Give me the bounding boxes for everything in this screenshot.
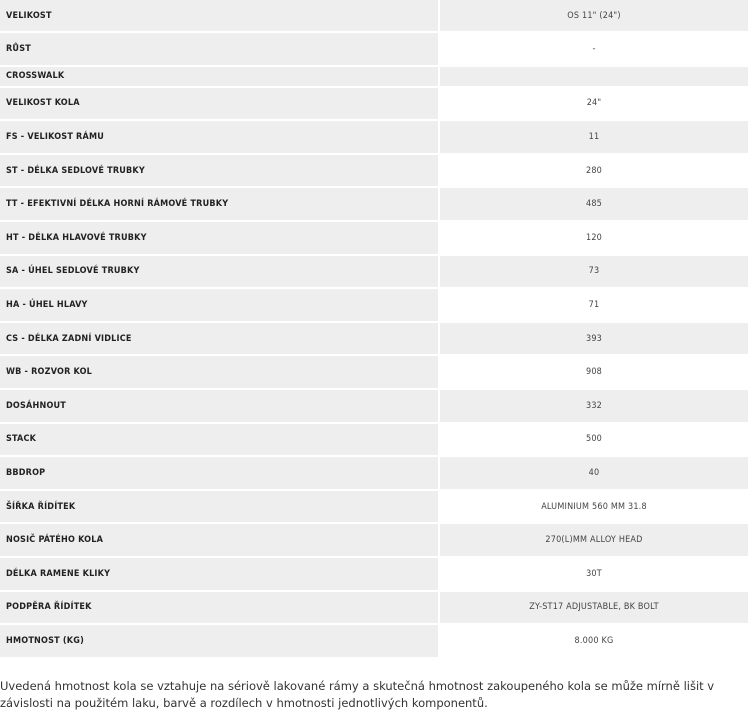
- row-label: FS - VELIKOST RÁMU: [0, 121, 440, 153]
- row-label: SA - ÚHEL SEDLOVÉ TRUBKY: [0, 256, 440, 288]
- row-label: VELIKOST KOLA: [0, 88, 440, 120]
- table-row: [0, 155, 748, 187]
- weight-disclaimer: Uvedená hmotnost kola se vztahuje na sériově lakované rámy a skutečná hmotnost zakoupeného kola se může mírně lišit v závislosti na použitém laku, barvě a rozdílech v hmotnosti jednotlivých komponentů.: [0, 678, 715, 710]
- table-row: [0, 524, 748, 556]
- row-value: -: [440, 33, 748, 65]
- table-row: [0, 222, 748, 254]
- row-label: WB - ROZVOR KOL: [0, 356, 440, 388]
- table-row: [0, 356, 748, 388]
- row-value: 270(L)MM ALLOY HEAD: [440, 524, 748, 556]
- header-size: OS 11" (24"): [440, 0, 748, 31]
- row-label: CROSSWALK: [0, 67, 440, 86]
- row-value: 30T: [440, 558, 748, 590]
- row-value: [440, 67, 748, 86]
- table-row: [0, 88, 748, 120]
- row-label: TT - EFEKTIVNÍ DÉLKA HORNÍ RÁMOVÉ TRUBKY: [0, 188, 440, 220]
- row-label: ŠÍŘKA ŘÍDÍTEK: [0, 491, 440, 523]
- table-row: [0, 256, 748, 288]
- table-header-row: [0, 0, 748, 31]
- table-row: [0, 33, 748, 65]
- row-label: HT - DÉLKA HLAVOVÉ TRUBKY: [0, 222, 440, 254]
- header-label: VELIKOST: [0, 0, 440, 31]
- table-row: [0, 457, 748, 489]
- row-value: 73: [440, 256, 748, 288]
- row-value: 280: [440, 155, 748, 187]
- table-row: [0, 188, 748, 220]
- row-label: PODPĚRA ŘÍDÍTEK: [0, 592, 440, 624]
- table-row: [0, 67, 748, 86]
- row-label: ST - DÉLKA SEDLOVÉ TRUBKY: [0, 155, 440, 187]
- row-value: 908: [440, 356, 748, 388]
- table-row: [0, 625, 748, 657]
- row-label: NOSIČ PÁTÉHO KOLA: [0, 524, 440, 556]
- row-value: 485: [440, 188, 748, 220]
- table-row: [0, 558, 748, 590]
- row-value: 71: [440, 289, 748, 321]
- row-label: STACK: [0, 424, 440, 456]
- table-row: [0, 390, 748, 422]
- row-label: HA - ÚHEL HLAVY: [0, 289, 440, 321]
- table-row: [0, 491, 748, 523]
- row-label: HMOTNOST (KG): [0, 625, 440, 657]
- row-value: 11: [440, 121, 748, 153]
- row-value: 40: [440, 457, 748, 489]
- table-row: [0, 592, 748, 624]
- table-row: [0, 121, 748, 153]
- row-value: 332: [440, 390, 748, 422]
- row-value: ZY-ST17 ADJUSTABLE, BK BOLT: [440, 592, 748, 624]
- row-label: BBDROP: [0, 457, 440, 489]
- row-label: DOSÁHNOUT: [0, 390, 440, 422]
- row-value: 120: [440, 222, 748, 254]
- table-row: [0, 424, 748, 456]
- row-value: ALUMINIUM 560 MM 31.8: [440, 491, 748, 523]
- table-row: [0, 289, 748, 321]
- row-value: 500: [440, 424, 748, 456]
- row-label: CS - DÉLKA ZADNÍ VIDLICE: [0, 323, 440, 355]
- row-value: 393: [440, 323, 748, 355]
- row-value: 24": [440, 88, 748, 120]
- row-label: RŮST: [0, 33, 440, 65]
- table-row: [0, 323, 748, 355]
- row-value: 8.000 KG: [440, 625, 748, 657]
- row-label: DÉLKA RAMENE KLIKY: [0, 558, 440, 590]
